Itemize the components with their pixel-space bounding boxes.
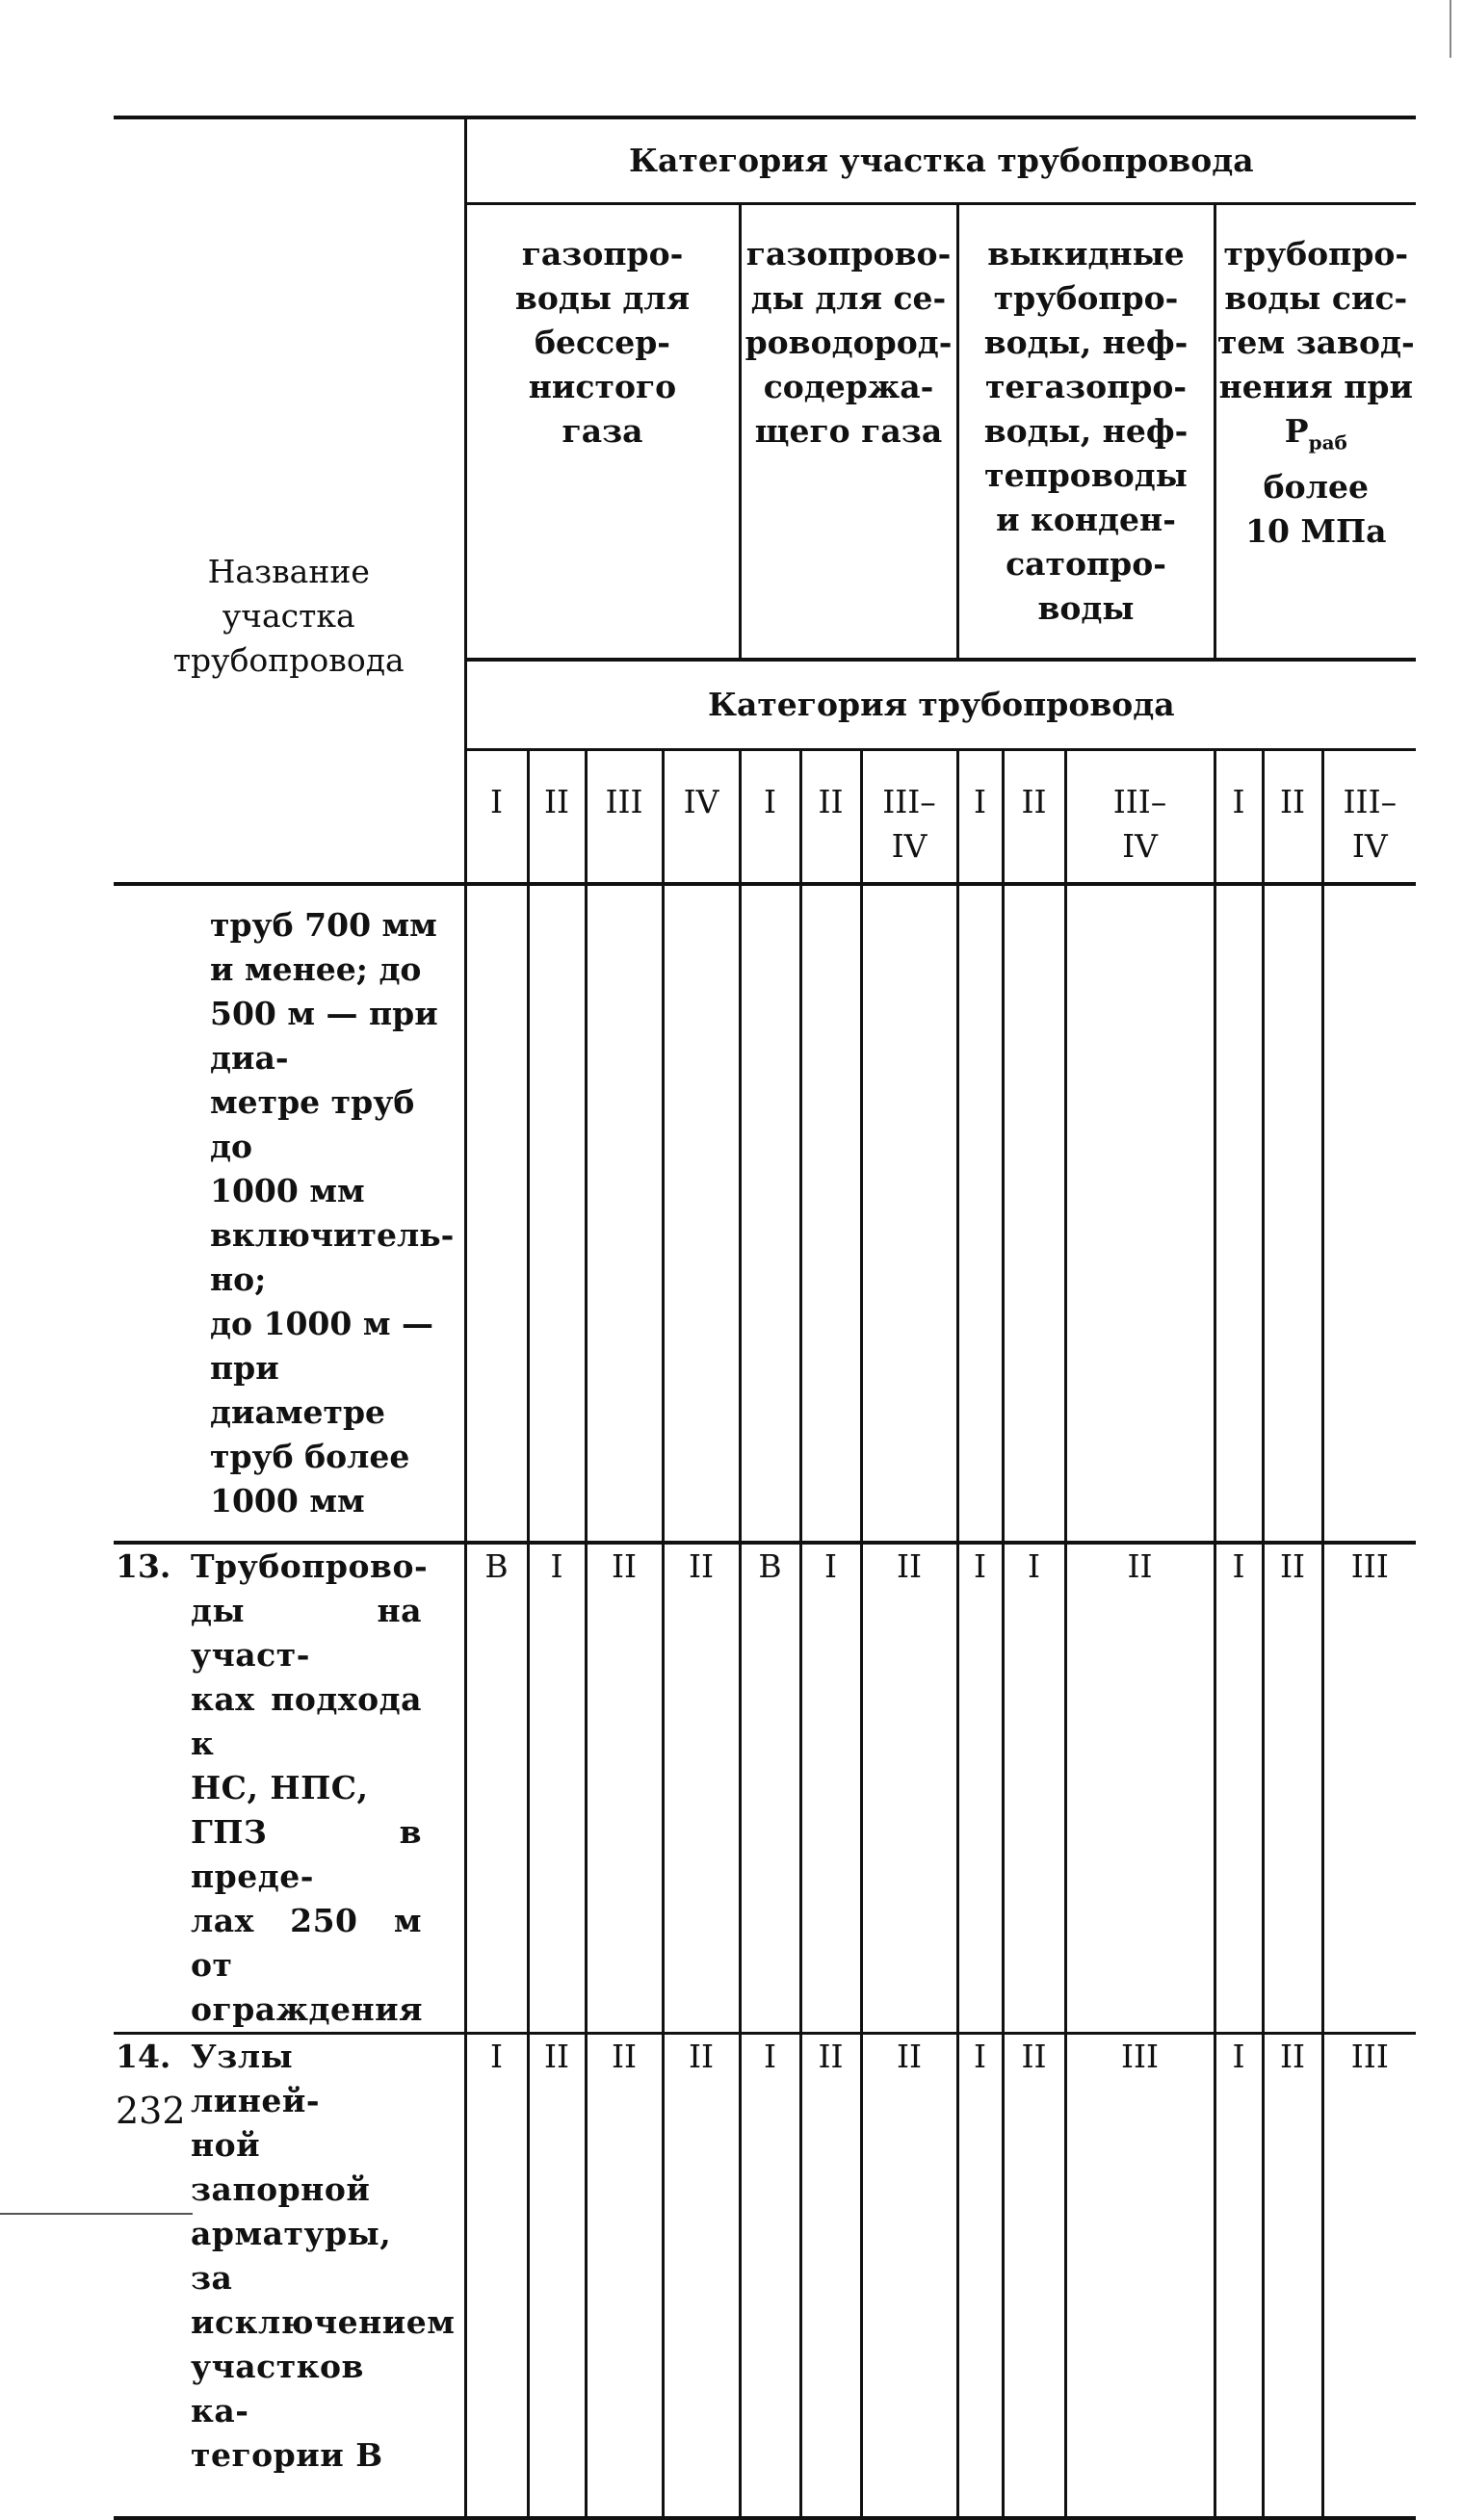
value-cell: II (861, 2034, 957, 2519)
group-waterflood-text: трубопро- воды сис- тем завод- нения при Р (1216, 235, 1415, 450)
header-name-cell (114, 117, 465, 884)
value-cell: II (663, 2034, 740, 2519)
value-cell: В (740, 1543, 800, 2034)
category-header-cell (586, 750, 663, 885)
value-cell: II (1065, 1543, 1215, 2034)
value-cell: I (957, 1543, 1003, 2034)
value-cell: III (1322, 1543, 1416, 2034)
category-header-cell (740, 750, 800, 885)
row-name-cell (114, 1543, 465, 2034)
category-label: III– IV (882, 783, 936, 865)
scan-corner-mark (1450, 0, 1451, 58)
continuation-name-cell (114, 884, 465, 1543)
value-cell: II (586, 2034, 663, 2519)
value-cell: I (528, 1543, 586, 2034)
header-name-text: Название участка трубопровода (172, 553, 405, 679)
category-label: I (489, 783, 504, 820)
group-waterflood-subscript: раб (1308, 430, 1347, 455)
value-cell: II (586, 1543, 663, 2034)
value-cell: II (861, 1543, 957, 2034)
category-label: II (818, 783, 844, 820)
table-row (114, 1543, 1416, 2034)
category-header-cell (528, 750, 586, 885)
category-label: II (1279, 783, 1306, 820)
row-name: Трубопрово- ды на участ- ках подхода к НС, НПС, ГПЗ в преде- лах 250 м от ограждения (191, 1547, 429, 2028)
group-flowlines (957, 204, 1215, 661)
table-row (114, 2034, 1416, 2519)
value-cell: III (1065, 2034, 1215, 2519)
group-sweet-gas (465, 204, 740, 661)
category-header-cell (1215, 750, 1263, 885)
category-header-cell (1003, 750, 1065, 885)
continuation-text: труб 700 мм и менее; до 500 м — при диа- метре труб до 1000 мм включитель- но; до 1000 м — при диаметре труб более 1000 мм (210, 906, 455, 1520)
category-label: III (605, 783, 643, 820)
category-label: II (543, 783, 570, 820)
value-cell: I (465, 2034, 528, 2519)
header-subsection-category-text: Категория трубопровода (707, 686, 1175, 723)
value-cell: II (1003, 2034, 1065, 2519)
group-flowlines-text: выкидные трубопро- воды, неф- тегазопро- воды, неф- тепроводы и конден- сатопро- воды (983, 235, 1189, 627)
group-sweet-gas-text: газопро- воды для бессер- нистого газа (514, 235, 691, 450)
category-header-cell (861, 750, 957, 885)
group-sour-gas-text: газопрово- ды для се- роводород- содержа- щего газа (745, 235, 953, 450)
value-cell: I (1003, 1543, 1065, 2034)
row-number: 13. (116, 1547, 171, 1585)
value-cell: I (740, 2034, 800, 2519)
category-label: I (1232, 783, 1245, 820)
header-subsection-category (465, 660, 1416, 750)
value-cell: I (800, 1543, 861, 2034)
category-header-cell (1065, 750, 1215, 885)
category-label: II (1021, 783, 1047, 820)
value-cell: I (1215, 2034, 1263, 2519)
category-table (114, 116, 1416, 2520)
row-number: 14. (116, 2038, 171, 2075)
category-header-cell (663, 750, 740, 885)
value-cell: II (800, 2034, 861, 2519)
value-cell: III (1322, 2034, 1416, 2519)
value-cell: II (1263, 1543, 1322, 2034)
category-header-cell (800, 750, 861, 885)
category-header-cell (957, 750, 1003, 885)
value-cell: II (1263, 2034, 1322, 2519)
value-cell: I (957, 2034, 1003, 2519)
group-sour-gas (740, 204, 957, 661)
value-cell: II (663, 1543, 740, 2034)
scan-edge-line (0, 2213, 193, 2215)
group-waterflood (1215, 204, 1416, 661)
category-header-cell (1322, 750, 1416, 885)
category-label: IV (683, 783, 719, 820)
category-header-cell (1263, 750, 1322, 885)
row-name: Узлы линей- ной запорной арматуры, за исключением участков ка- тегории В (191, 2038, 456, 2474)
value-cell: В (465, 1543, 528, 2034)
header-section-category-text: Категория участка трубопровода (629, 142, 1254, 179)
group-waterflood-text-2: более 10 МПа (1245, 467, 1387, 550)
category-header-cell (465, 750, 528, 885)
header-section-category (465, 117, 1416, 204)
page-number: 232 (116, 2090, 186, 2132)
category-label: III– IV (1112, 783, 1167, 865)
category-label: I (973, 783, 987, 820)
value-cell: II (528, 2034, 586, 2519)
category-label: I (763, 783, 777, 820)
category-label: III– IV (1343, 783, 1398, 865)
value-cell: I (1215, 1543, 1263, 2034)
